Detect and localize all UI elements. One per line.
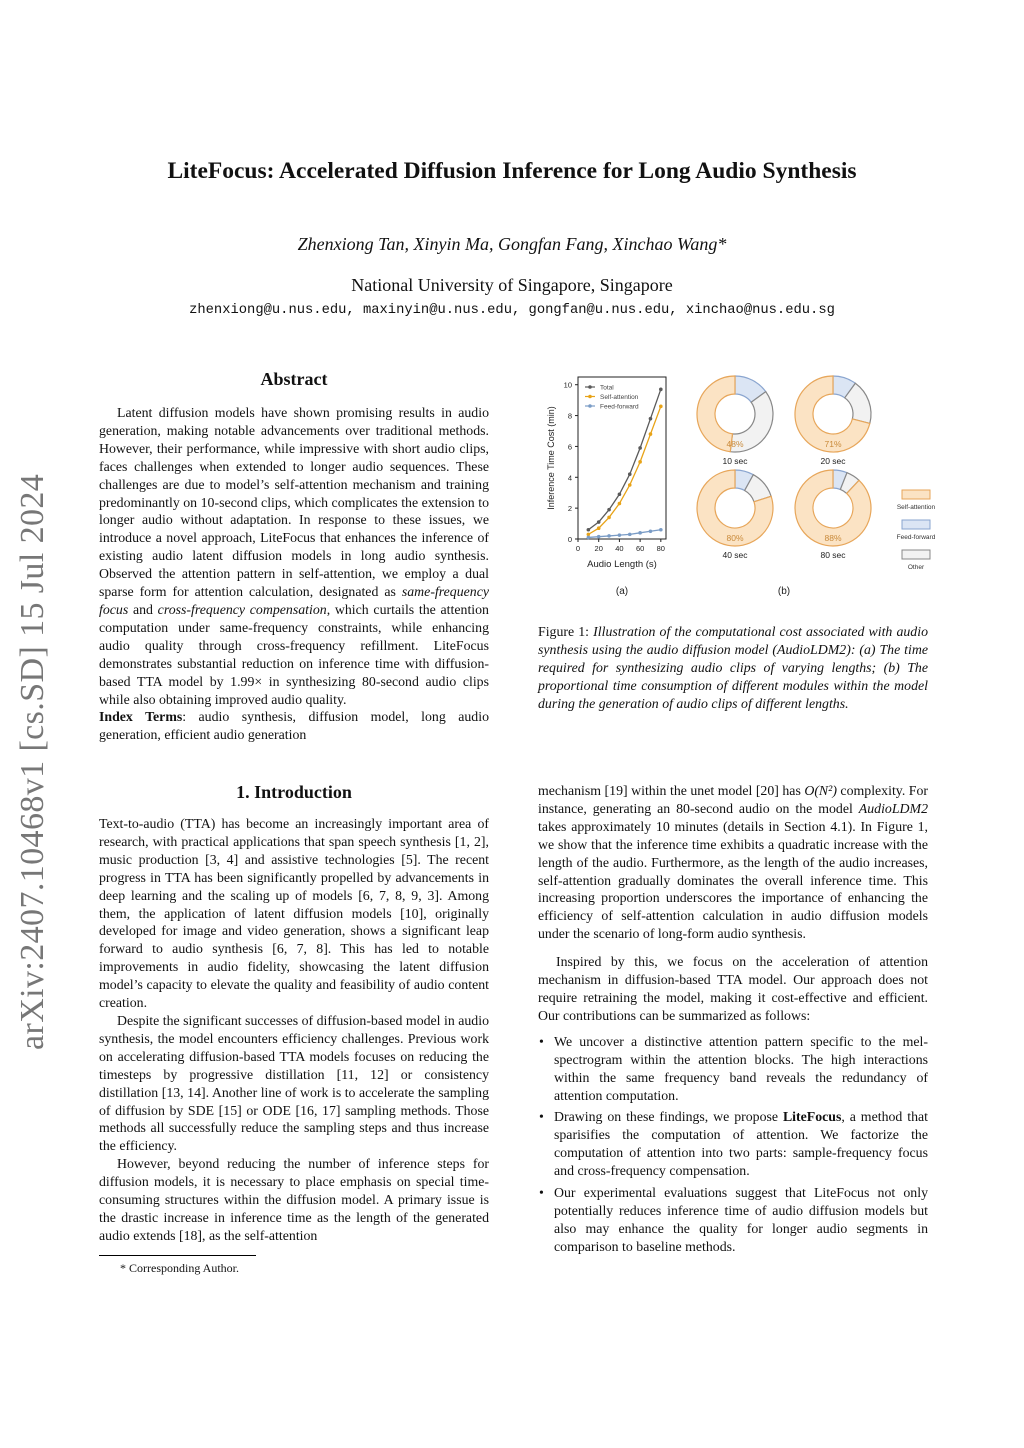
donut-percent-label: 80% [726, 533, 744, 543]
intro-paragraph-1: Text-to-audio (TTA) has become an increasingly important area of research, with practical applications that span speech synthesis [1, 2], music production [3, 4] and assistive technologies [5]. The recent progress in TTA has been significantly propelled by advancements in deep learning and the scaling up of models [6, 7, 8, 9, 3]. Among them, the application of latent diffusion models [10], originally developed for image and video generation, shows a significant leap forward to audio synthesis [6, 7, 8]. This has led to notable improvements in audio fidelity, showcasing the latent diffusion model’s capacity to elevate the quality and feasibility of audio content creation. [99, 816, 489, 1011]
x-tick-label: 60 [635, 544, 645, 553]
donut-label: 20 sec [820, 456, 846, 466]
intro-paragraph-2: Despite the significant successes of diffusion-based model in audio synthesis, the model encounters efficiency challenges. Previous work on accelerating diffusion-based TTA models focuses on reducing the timesteps by progressive distillation [11, 12] or consistency distillation [13, 14]. Another line of work is to accelerate the sampling of diffusion by SDE [15] or ODE [16, 17] sampling methods. Those methods all successfully reduce the sampling steps and thus increase the efficiency. [99, 1012, 489, 1154]
figure-caption [538, 623, 928, 713]
abstract-body [99, 404, 489, 744]
email-list[interactable]: zhenxiong@u.nus.edu, maxinyin@u.nus.edu, gongfan@u.nus.edu, xinchao@nus.edu.sg [189, 303, 835, 318]
data-point [587, 533, 591, 537]
right-text-3: takes approximately 10 minutes (details in Section 4.1). In Figure 1, we show that the inference time exhibits a quadratic increase with the length of the audio. Furthermore, as the length of the audio increases, self-attention gradually dominates the overall inference time. This increasing proportion underscores the importance of enhancing the efficiency of self-attention calculation in audio diffusion models under the scenario of long-form audio synthesis. [538, 818, 928, 942]
data-point [628, 483, 632, 487]
contribution-text-1: We uncover a distinctive attention pattern specific to the mel-spectrogram within the attention blocks. The high interactions within the same frequency band reveals the redundancy of attention computation. [554, 1033, 928, 1103]
data-point [659, 405, 663, 409]
y-tick-label: 10 [563, 380, 572, 390]
data-point [597, 535, 601, 539]
line-chart-frame [578, 377, 666, 539]
data-point [638, 446, 642, 450]
legend-marker [588, 385, 592, 389]
legend-label: Other [907, 564, 925, 571]
abstract-text-2: , which curtails the attention computation under same-frequency constraints, while enhancing audio quality through cross-frequency refillment. LiteFocus demonstrates substantial reduction on inference time with diffusion-based TTA model by 1.99× in synthesizing 80-second audio clips while also obtaining improved audio quality. [99, 601, 489, 707]
data-point [607, 508, 611, 512]
y-tick-label: 6 [567, 442, 572, 452]
legend-label: Total [600, 384, 614, 392]
method-name: LiteFocus [782, 1109, 842, 1125]
donut-percent-label: 48% [726, 439, 744, 449]
legend-swatch [902, 520, 930, 529]
data-point [649, 529, 653, 533]
data-point [649, 417, 653, 421]
panel-a-label: (a) [615, 586, 629, 597]
x-tick-label: 20 [594, 544, 603, 553]
series-line [588, 403, 660, 534]
affiliation: National University of Singapore, Singapore [351, 275, 673, 295]
data-point [638, 460, 642, 464]
data-point [597, 520, 601, 524]
donut-label: 40 sec [722, 550, 748, 560]
data-point [659, 528, 663, 532]
data-point [607, 516, 611, 520]
legend-label: Self-attention [896, 504, 936, 511]
contribution-list [538, 1033, 928, 1256]
right-text-2: complexity. For instance, generating an 80-second audio on the model [538, 783, 929, 816]
index-terms: : audio synthesis, diffusion model, long audio generation, efficient audio generation [99, 709, 489, 743]
right-paragraph-2: Inspired by this, we focus on the acceleration of attention mechanism in diffusion-based TTA model. Our approach does not require retraining the model, making it cost-effective and efficient. Our contributions can be summarized as follows: [538, 954, 928, 1023]
panel-b-label: (b) [777, 586, 791, 597]
data-point [618, 492, 622, 496]
donut-label: 80 sec [820, 550, 846, 560]
donut-chart [697, 376, 936, 597]
line-chart-ylabel: Inference Time Cost (min) [546, 406, 556, 510]
data-point [587, 528, 591, 532]
data-point [607, 534, 611, 538]
legend-swatch [902, 490, 930, 499]
data-point [628, 533, 632, 537]
x-tick-label: 80 [656, 544, 665, 553]
donut-percent-label: 71% [824, 439, 842, 449]
donut-percent-label: 88% [824, 533, 842, 543]
figure-1-svg [540, 372, 940, 602]
abstract-emphasis-2: cross-frequency compensation [157, 601, 327, 617]
model-name: AudioLDM2 [858, 800, 928, 816]
data-point [649, 432, 653, 436]
data-point [618, 502, 622, 506]
data-point [587, 536, 591, 540]
data-point [638, 531, 642, 535]
legend-label: Feed-forward [896, 534, 936, 541]
data-point [659, 388, 663, 392]
intro-paragraph-3: However, beyond reducing the number of inference steps for diffusion models, it is necessary to place emphasis on special time-consuming structures within the diffusion model. A primary issue is the drastic increase in inference time as the length of the generated audio extends [18], as the self-attention [99, 1156, 489, 1243]
x-tick-label: 0 [575, 544, 581, 553]
introduction-heading: 1. Introduction [236, 782, 352, 802]
line-chart-xlabel: Audio Length (s) [587, 559, 657, 570]
caption-text: Illustration of the computational cost associated with audio synthesis using the audio diffusion model (AudioLDM2): (a) The time required for synthesizing audio clips of varying lengths; (b) The proportional time consumption of different modules within the model during the generation of audio clips of different lengths. [538, 624, 928, 711]
figure-1 [540, 372, 940, 602]
abstract-emphasis-1: same-frequency focus [99, 584, 489, 617]
contribution-text-2b: , a method that sparisifies the computation of attention. We factorize the computation of attention into two parts: sample-frequency focus and cross-frequency compensation. [554, 1109, 928, 1179]
abstract-heading: Abstract [260, 369, 328, 389]
right-text-1: mechanism [19] within the unet model [20] has [538, 783, 805, 798]
y-tick-label: 2 [567, 504, 572, 514]
contribution-text-2a: Drawing on these findings, we propose [554, 1109, 783, 1125]
arxiv-identifier[interactable]: arXiv:2407.10468v1 [cs.SD] 15 Jul 2024 [14, 473, 51, 1050]
data-point [618, 533, 622, 537]
contribution-text-3: Our experimental evaluations suggest that LiteFocus not only potentially reduces inference time of audio diffusion models but also may enhance the quality for longer audio segments in comparison to baseline methods. [554, 1185, 928, 1254]
y-tick-label: 0 [567, 535, 572, 544]
legend-marker [588, 404, 592, 408]
data-point [597, 526, 601, 530]
abstract-and: and [128, 601, 158, 617]
right-column-body [538, 782, 928, 1256]
contribution-item [538, 1033, 928, 1105]
y-tick-label: 4 [567, 473, 572, 483]
caption-label: Figure 1: [538, 624, 594, 639]
legend-marker [588, 395, 592, 399]
abstract-text: Latent diffusion models have shown promising results in audio generation, making notable advancements over traditional methods. However, their performance, while impressive with short audio clips, faces challenges when extended to longer audio sequences. These challenges are due to model’s self-attention mechanism and training predominantly on 10-second clips, which complicates the extension to longer audio without adaptation. In response to these issues, we introduce a novel approach, LiteFocus that enhances the inference of existing audio latent diffusion models in long audio synthesis. Observed the attention pattern in self-attention, we employ a dual sparse form for attention calculation, designated as [99, 405, 489, 600]
legend-label: Feed-forward [600, 403, 639, 411]
contribution-item [538, 1108, 928, 1180]
contribution-item [538, 1184, 928, 1256]
index-terms-label: Index Terms [99, 709, 183, 725]
complexity-notation: O(N²) [804, 783, 837, 798]
donut-label: 10 sec [722, 456, 748, 466]
introduction-body [99, 815, 489, 1245]
legend-swatch [902, 550, 930, 559]
x-tick-label: 40 [615, 544, 624, 553]
paper-title: LiteFocus: Accelerated Diffusion Inference for Long Audio Synthesis [167, 158, 857, 184]
author-list: Zhenxiong Tan, Xinyin Ma, Gongfan Fang, Xinchao Wang* [297, 234, 727, 254]
legend-label: Self-attention [600, 394, 639, 401]
data-point [628, 472, 632, 476]
line-chart [546, 377, 666, 597]
footnote-rule [99, 1255, 256, 1256]
y-tick-label: 8 [567, 411, 572, 421]
footnote: * Corresponding Author. [120, 1261, 239, 1275]
